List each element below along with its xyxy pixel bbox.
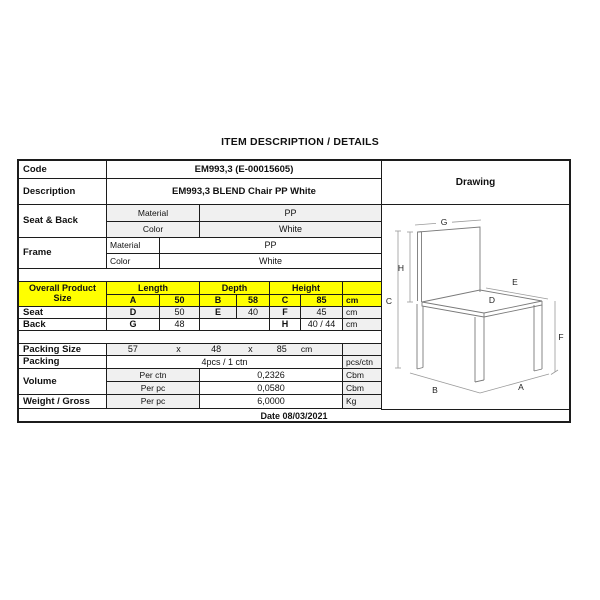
back-length-key: G — [107, 319, 160, 331]
length-header: Length — [107, 282, 200, 295]
overall-height-key: C — [270, 295, 301, 307]
volume-per-pc-label: Per pc — [107, 382, 200, 395]
seat-unit: cm — [343, 307, 381, 319]
back-unit: cm — [343, 319, 381, 331]
dim-label-e: E — [512, 277, 518, 287]
spacer-row — [19, 269, 381, 282]
drawing-header: Drawing — [382, 161, 569, 205]
packing-size-label: Packing Size — [19, 344, 107, 356]
volume-per-ctn-label: Per ctn — [107, 369, 200, 382]
description-value: EM993,3 BLEND Chair PP White — [107, 179, 381, 205]
description-label: Description — [19, 179, 107, 205]
frame-label: Frame — [19, 238, 107, 269]
seat-back-color-value: White — [200, 222, 381, 238]
overall-depth-key: B — [200, 295, 237, 307]
seat-row-label: Seat — [19, 307, 107, 319]
frame-color-label: Color — [107, 254, 160, 269]
weight-label: Weight / Gross — [19, 395, 107, 409]
dim-label-h: H — [397, 263, 405, 273]
spec-table — [17, 159, 571, 423]
height-header: Height — [270, 282, 343, 295]
volume-per-ctn-unit: Cbm — [343, 369, 381, 382]
back-length-value: 48 — [160, 319, 200, 331]
volume-per-ctn-value: 0,2326 — [200, 369, 343, 382]
overall-length-key: A — [107, 295, 160, 307]
page-title: ITEM DESCRIPTION / DETAILS — [221, 136, 379, 148]
frame-color-value: White — [160, 254, 381, 269]
seat-back-material-value: PP — [200, 205, 381, 222]
dim-label-a: A — [518, 382, 524, 392]
seat-height-value: 45 — [301, 307, 343, 319]
dim-label-f: F — [558, 332, 564, 342]
back-height-value: 40 / 44 — [301, 319, 343, 331]
back-depth-empty — [200, 319, 270, 331]
dim-label-g: G — [440, 217, 448, 227]
weight-value: 6,0000 — [200, 395, 343, 409]
depth-header: Depth — [200, 282, 270, 295]
packing-label: Packing — [19, 356, 107, 369]
volume-per-pc-unit: Cbm — [343, 382, 381, 395]
volume-per-pc-value: 0,0580 — [200, 382, 343, 395]
back-row-label: Back — [19, 319, 107, 331]
volume-label: Volume — [19, 369, 107, 395]
seat-depth-value: 40 — [237, 307, 270, 319]
overall-height-value: 85 — [301, 295, 343, 307]
frame-material-label: Material — [107, 238, 160, 254]
packing-size-values: 57 x 48 x 85 cm — [107, 344, 343, 356]
spacer-row — [19, 331, 381, 344]
dim-label-b: B — [432, 385, 438, 395]
seat-length-value: 50 — [160, 307, 200, 319]
weight-per-label: Per pc — [107, 395, 200, 409]
overall-depth-value: 58 — [237, 295, 270, 307]
spec-main-grid — [19, 161, 381, 410]
seat-back-label: Seat & Back — [19, 205, 107, 238]
seat-back-color-label: Color — [107, 222, 200, 238]
overall-size-label: Overall Product Size — [19, 282, 107, 307]
date-row: Date 08/03/2021 — [19, 410, 569, 421]
frame-material-value: PP — [160, 238, 381, 254]
packing-value: 4pcs / 1 ctn — [107, 356, 343, 369]
drawing-column — [381, 161, 569, 410]
packing-size-unit-empty — [343, 344, 381, 356]
back-height-key: H — [270, 319, 301, 331]
unit-header — [343, 282, 381, 295]
code-value: EM993,3 (E-00015605) — [107, 161, 381, 179]
dim-label-d: D — [488, 295, 496, 305]
seat-depth-key: E — [200, 307, 237, 319]
dim-label-c: C — [385, 296, 393, 306]
code-label: Code — [19, 161, 107, 179]
overall-unit: cm — [343, 295, 381, 307]
chair-drawing — [382, 205, 569, 409]
seat-length-key: D — [107, 307, 160, 319]
weight-unit: Kg — [343, 395, 381, 409]
seat-height-key: F — [270, 307, 301, 319]
seat-back-material-label: Material — [107, 205, 200, 222]
overall-length-value: 50 — [160, 295, 200, 307]
packing-unit: pcs/ctn — [343, 356, 381, 369]
